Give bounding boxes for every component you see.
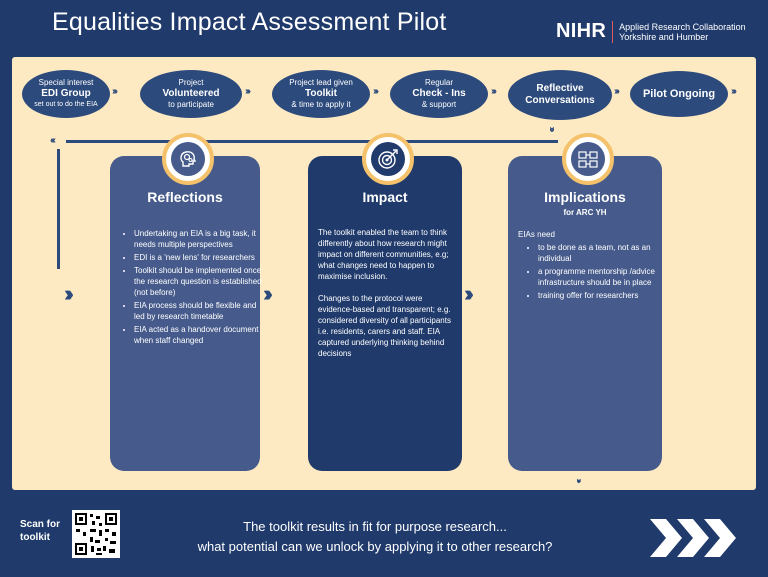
puzzle-network-icon: [562, 133, 614, 185]
logo-line-1: Applied Research Collaboration: [619, 21, 746, 32]
target-icon: [362, 133, 414, 185]
card-title: Impact: [362, 189, 408, 205]
chevron-icon: ›››: [731, 86, 735, 97]
step-bold: EDI Group: [41, 88, 91, 99]
loop-line: [66, 140, 558, 143]
list-item: • to be done as a team, not as an individual: [538, 242, 664, 264]
implications-list: [524, 242, 664, 303]
implications-card: [508, 156, 662, 471]
footer-message: [140, 517, 610, 557]
reflections-list: [120, 228, 262, 348]
down-chevron-icon: ›››: [574, 478, 585, 482]
card-title: Reflections: [147, 189, 223, 205]
down-chevron-icon: ›››: [546, 126, 558, 131]
triple-chevron-icon: ›››: [64, 281, 68, 306]
footer-line-1: The toolkit results in fit for purpose research...: [243, 519, 507, 534]
logo-subtitle: [619, 22, 746, 42]
left-chevron-icon: ‹‹‹: [50, 135, 54, 146]
step-bold: Reflective Conversations: [525, 83, 595, 106]
step-reflective-conversations: [508, 70, 612, 120]
logo-main: NIHR: [556, 20, 607, 42]
scan-label: [20, 518, 60, 544]
loop-line-corner: [57, 267, 60, 269]
page-title: Equalities Impact Assessment Pilot: [52, 8, 447, 36]
triple-chevron-icon: ›››: [263, 281, 267, 306]
step-bottom: & time to apply it: [291, 100, 351, 109]
chevron-icon: ›››: [491, 86, 495, 97]
head-gears-icon: [162, 133, 214, 185]
step-edi-group: [22, 70, 110, 118]
step-pilot-ongoing: [630, 71, 728, 117]
list-item: • Undertaking an EIA is a big task, it needs multiple perspectives: [134, 228, 262, 250]
scan-line-2: toolkit: [20, 532, 50, 543]
step-volunteered: [140, 70, 242, 118]
step-bottom: & support: [421, 100, 457, 109]
impact-text: [318, 227, 454, 359]
step-top: Special interest: [38, 78, 94, 87]
card-title: Implications: [544, 189, 626, 205]
implications-intro: EIAs need: [518, 230, 555, 239]
chevron-icon: ›››: [245, 86, 249, 97]
triple-chevron-icon: ›››: [464, 281, 468, 306]
logo-line-2: Yorkshire and Humber: [619, 31, 709, 42]
scan-line-1: Scan for: [20, 519, 61, 530]
chevron-icon: ›››: [112, 86, 116, 97]
step-top: Project lead given: [289, 78, 353, 87]
loop-line-vertical: [57, 149, 60, 269]
content-panel: [12, 57, 756, 490]
step-top: Regular: [424, 78, 453, 87]
step-bold: Toolkit: [304, 88, 338, 99]
step-bottom: set out to do the EIA: [34, 101, 98, 108]
card-subtitle: for ARC YH: [563, 208, 607, 217]
step-bold: Volunteered: [162, 88, 220, 99]
logo-divider: [612, 21, 613, 43]
qr-code-icon[interactable]: [72, 510, 120, 558]
triple-chevron-icon: [646, 515, 738, 566]
list-item: • EDI is a 'new lens' for researchers: [134, 252, 262, 263]
step-bold: Check - Ins: [412, 88, 466, 99]
impact-paragraph-1: The toolkit enabled the team to think differently about how research might impact on different communities, e.g; what changes need to happen to maximise inclusion.: [318, 228, 449, 281]
impact-paragraph-2: Changes to the protocol were evidence-based and transparent; e.g. considered diversity of all participants i.e. residents, carers and staff. EIA captured underlying thinking behind decisions: [318, 294, 451, 358]
step-bottom: to participate: [168, 100, 214, 109]
impact-card: [308, 156, 462, 471]
step-toolkit: [272, 70, 370, 118]
list-item: • EIA process should be flexible and led by research timetable: [134, 300, 262, 322]
step-bold: Pilot Ongoing: [642, 87, 716, 100]
list-item: • a programme mentorship /advice infrastructure should be in place: [538, 266, 664, 288]
step-top: Project: [178, 78, 204, 87]
footer-line-2: what potential can we unlock by applying it to other research?: [197, 539, 553, 554]
reflections-card: [110, 156, 260, 471]
nihr-logo: [556, 20, 746, 43]
step-check-ins: [390, 70, 488, 118]
chevron-icon: ›››: [614, 86, 618, 97]
chevron-icon: ›››: [373, 86, 377, 97]
list-item: • Toolkit should be implemented once the research question is established (not before): [134, 265, 262, 298]
list-item: • training offer for researchers: [538, 290, 664, 301]
list-item: • EIA acted as a handover document when staff changed: [134, 324, 262, 346]
